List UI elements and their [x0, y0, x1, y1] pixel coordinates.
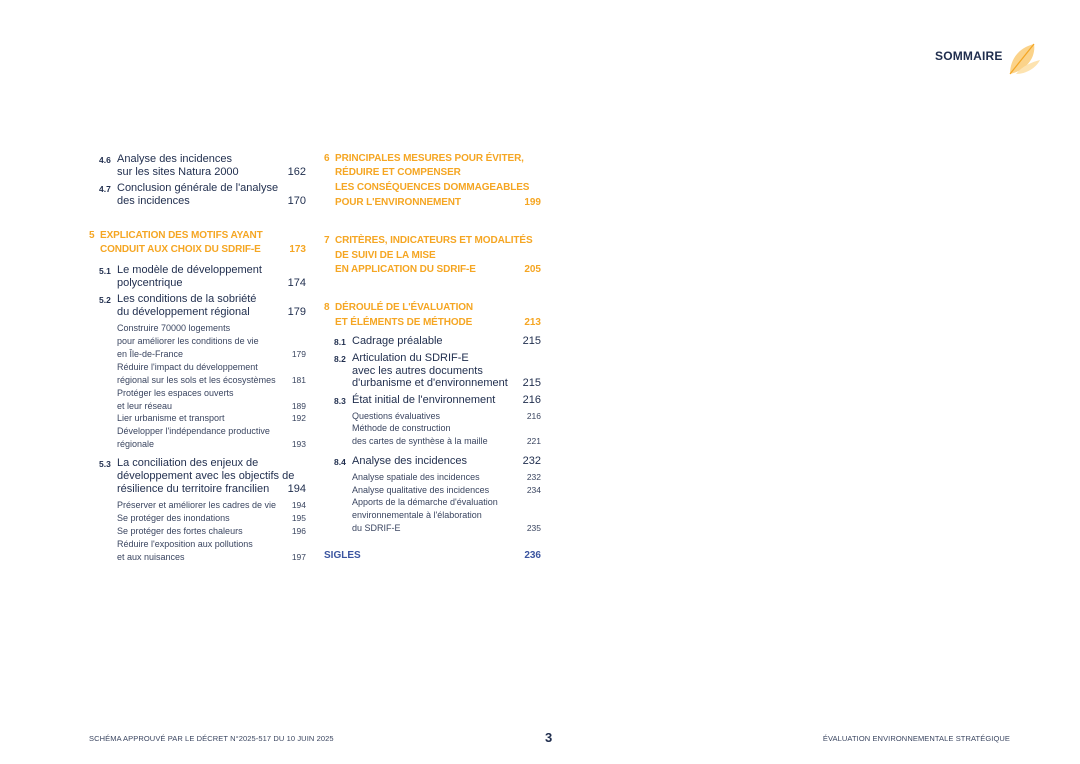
- item-title: et leur réseau: [117, 401, 173, 411]
- item-title: environnementale à l'élaboration: [352, 510, 482, 520]
- section-title: DE SUIVI DE LA MISE: [335, 250, 436, 261]
- item-title: Se protéger des fortes chaleurs: [117, 526, 243, 536]
- entry-page: 170: [287, 195, 306, 207]
- entry-title: Analyse des incidences: [117, 153, 232, 165]
- section-title: CRITÈRES, INDICATEURS ET MODALITÉS: [335, 235, 533, 246]
- entry-page: 194: [287, 483, 306, 495]
- item-title: Lier urbanisme et transport: [117, 413, 225, 423]
- section-number: 8: [324, 302, 330, 313]
- item-title: Protéger les espaces ouverts: [117, 388, 234, 398]
- section-page: 205: [524, 264, 541, 275]
- item-title: Analyse spatiale des incidences: [352, 472, 480, 482]
- leaf-icon: [1006, 42, 1042, 76]
- item-title: Apports de la démarche d'évaluation: [352, 497, 498, 507]
- entry-title: Cadrage préalable: [352, 335, 443, 347]
- item-page: 221: [526, 436, 541, 446]
- entry-number: 8.1: [334, 337, 346, 347]
- item-page: 194: [291, 500, 306, 510]
- item-title: Développer l'indépendance productive: [117, 426, 270, 436]
- item-page: 192: [291, 413, 306, 423]
- item-page: 181: [291, 375, 306, 385]
- section-title: POUR L'ENVIRONNEMENT: [335, 197, 461, 208]
- section-title: PRINCIPALES MESURES POUR ÉVITER,: [335, 153, 524, 164]
- item-title: Analyse qualitative des incidences: [352, 485, 490, 495]
- entry-title: Les conditions de la sobriété: [117, 293, 257, 305]
- entry-title: Le modèle de développement: [117, 264, 262, 276]
- entry-title: sur les sites Natura 2000: [117, 166, 239, 178]
- item-page: 197: [291, 552, 306, 562]
- item-title: du SDRIF-E: [352, 523, 401, 533]
- entry-title: polycentrique: [117, 277, 183, 289]
- section-title: RÉDUIRE ET COMPENSER: [335, 167, 461, 178]
- entry-number: 8.4: [334, 457, 346, 467]
- item-page: 216: [526, 411, 541, 421]
- entry-number: 4.7: [99, 184, 111, 194]
- section-page: 199: [524, 197, 541, 208]
- page-number: 3: [545, 730, 553, 745]
- entry-number: 8.2: [334, 354, 346, 364]
- entry-title: Articulation du SDRIF-E: [352, 352, 469, 364]
- item-page: 235: [526, 523, 541, 533]
- entry-title: Analyse des incidences: [352, 455, 467, 467]
- section-title: LES CONSÉQUENCES DOMMAGEABLES: [335, 182, 530, 193]
- entry-number: 4.6: [99, 155, 111, 165]
- entry-page: 162: [287, 166, 306, 178]
- item-title: régional sur les sols et les écosystèmes: [117, 375, 276, 385]
- entry-number: 5.3: [99, 459, 111, 469]
- item-page: 193: [291, 439, 306, 449]
- section-title: EN APPLICATION DU SDRIF-E: [335, 264, 476, 275]
- item-page: 196: [291, 526, 306, 536]
- section-title: ET ÉLÉMENTS DE MÉTHODE: [335, 317, 473, 328]
- item-title: Questions évaluatives: [352, 411, 441, 421]
- footer-right-text: ÉVALUATION ENVIRONNEMENTALE STRATÉGIQUE: [822, 734, 1010, 743]
- entry-title: du développement régional: [117, 306, 250, 318]
- item-title: régionale: [117, 439, 155, 449]
- item-title: Se protéger des inondations: [117, 513, 230, 523]
- item-page: 179: [291, 349, 306, 359]
- item-title: Réduire l'impact du développement: [117, 362, 258, 372]
- item-title: Réduire l'exposition aux pollutions: [117, 539, 253, 549]
- item-title: Préserver et améliorer les cadres de vie: [117, 500, 277, 510]
- page-section-title: SOMMAIRE: [935, 49, 1003, 63]
- item-title: en Île-de-France: [117, 349, 184, 359]
- entry-title: La conciliation des enjeux de: [117, 457, 259, 469]
- entry-title: des incidences: [117, 195, 190, 207]
- entry-number: 5.1: [99, 266, 111, 276]
- item-title: pour améliorer les conditions de vie: [117, 336, 259, 346]
- section-page: 213: [524, 317, 541, 328]
- entry-title: résilience du territoire francilien: [117, 483, 270, 495]
- section-number: 6: [324, 153, 330, 164]
- entry-number: 5.2: [99, 295, 111, 305]
- item-page: 189: [291, 401, 306, 411]
- section-title: CONDUIT AUX CHOIX DU SDRIF-E: [100, 244, 261, 255]
- entry-page: 216: [522, 394, 541, 406]
- section-number: 7: [324, 235, 330, 246]
- section-number: 5: [89, 230, 95, 241]
- entry-page: 215: [522, 335, 541, 347]
- entry-title: avec les autres documents: [352, 365, 483, 377]
- entry-title: Conclusion générale de l'analyse: [117, 182, 279, 194]
- sigles-label: SIGLES: [324, 550, 361, 561]
- footer-left-text: SCHÉMA APPROUVÉ PAR LE DÉCRET N°2025-517 DU 10 JUIN 2025: [89, 734, 334, 743]
- item-title: Construire 70000 logements: [117, 323, 231, 333]
- entry-page: 215: [522, 377, 541, 389]
- entry-page: 179: [287, 306, 306, 318]
- sigles-page: 236: [524, 550, 541, 561]
- item-page: 195: [291, 513, 306, 523]
- entry-title: d'urbanisme et d'environnement: [352, 377, 508, 389]
- entry-title: État initial de l'environnement: [352, 394, 496, 406]
- section-title: EXPLICATION DES MOTIFS AYANT: [100, 230, 263, 241]
- item-page: 232: [526, 472, 541, 482]
- section-page: 173: [289, 244, 306, 255]
- section-title: DÉROULÉ DE L'ÉVALUATION: [335, 302, 474, 313]
- item-page: 234: [526, 485, 541, 495]
- item-title: des cartes de synthèse à la maille: [352, 436, 488, 446]
- entry-page: 232: [522, 455, 541, 467]
- entry-number: 8.3: [334, 396, 346, 406]
- item-title: Méthode de construction: [352, 423, 451, 433]
- item-title: et aux nuisances: [117, 552, 185, 562]
- entry-page: 174: [287, 277, 306, 289]
- entry-title: développement avec les objectifs de: [117, 470, 295, 482]
